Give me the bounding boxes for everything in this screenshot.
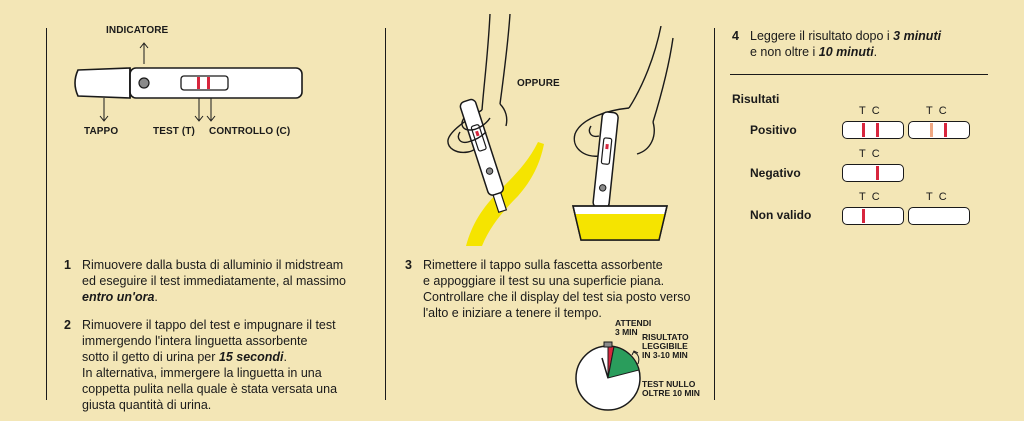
step-2: [64, 317, 338, 413]
midstream-test-illustration: [60, 40, 320, 140]
tc-label-invalid-1: TC: [859, 191, 886, 203]
label-control: CONTROLLO (C): [209, 126, 291, 137]
step-1-emphasis: entro un'ora: [82, 290, 155, 304]
label-cap: TAPPO: [84, 126, 119, 137]
result-label-negative: Negativo: [750, 166, 801, 180]
tc-label-positive-2: TC: [926, 105, 953, 117]
step-4-line-2-end: .: [873, 45, 878, 59]
tc-label-negative: TC: [859, 148, 886, 160]
result-label-positive: Positivo: [750, 123, 797, 137]
timer-readable-line-3: IN 3-10 MIN: [642, 350, 688, 360]
step-1-number: 1: [64, 258, 71, 272]
result-strip-positive-strong: [842, 121, 904, 139]
results-title: Risultati: [732, 92, 780, 106]
divider-horizontal: [730, 74, 988, 75]
control-line: [944, 123, 947, 137]
step-1: [64, 257, 347, 305]
timer-null-label: [642, 380, 700, 398]
indicator-dot-icon: [139, 78, 149, 88]
result-strip-invalid-2: [908, 207, 970, 225]
step-4-line-1-start: Leggere il risultato dopo i: [750, 29, 894, 43]
step-1-line-1: Rimuovere dalla busta di alluminio il midstream: [82, 258, 344, 272]
tc-label-positive-1: TC: [859, 105, 886, 117]
step-3-line-1: Rimettere il tappo sulla fascetta assorbente: [423, 258, 663, 272]
label-test: TEST (T): [153, 126, 195, 137]
step-2-line-5: coppetta pulita nella quale è stata versata una: [82, 382, 338, 396]
control-line: [876, 123, 879, 137]
label-indicator: INDICATORE: [106, 25, 169, 36]
result-strip-negative: [842, 164, 904, 182]
step-3-number: 3: [405, 258, 412, 272]
result-strip-positive-faint: [908, 121, 970, 139]
step-4-line-2-start: e non oltre i: [750, 45, 819, 59]
timer-null-line-1: TEST NULLO: [642, 379, 696, 389]
step-4-emphasis-10min: 10 minuti: [818, 45, 874, 59]
step-4-emphasis-3min: 3 minuti: [893, 29, 942, 43]
divider-right: [714, 28, 715, 400]
urine-stream-illustration: [420, 14, 560, 250]
step-1-line-2: ed eseguire il test immediatamente, al massimo: [82, 274, 347, 288]
test-line-faint: [930, 123, 933, 137]
timer-readable-line-1: RISULTATO: [642, 332, 689, 342]
step-2-line-1: Rimuovere il tappo del test e impugnare il test: [82, 318, 336, 332]
step-4-number: 4: [732, 29, 739, 43]
timer-wait-line-1: ATTENDI: [615, 318, 652, 328]
step-2-number: 2: [64, 318, 71, 332]
timer-null-line-2: OLTRE 10 MIN: [642, 388, 700, 398]
tc-label-invalid-2: TC: [926, 191, 953, 203]
step-2-emphasis: 15 secondi: [218, 350, 284, 364]
step-2-line-4: In alternativa, immergere la linguetta in una: [82, 366, 322, 380]
control-line: [876, 166, 879, 180]
step-1-line-3-end: .: [154, 290, 158, 304]
label-or: OPPURE: [517, 78, 560, 89]
cup-illustration: [565, 26, 675, 242]
step-2-line-6: giusta quantità di urina.: [82, 398, 212, 412]
step-3: [405, 257, 691, 321]
timer-readable-label: [642, 333, 689, 360]
result-label-invalid: Non valido: [750, 208, 812, 222]
step-2-line-3-end: .: [283, 350, 287, 364]
step-2-line-3-start: sotto il getto di urina per: [82, 350, 219, 364]
step-3-line-3: Controllare che il display del test sia posto verso: [423, 290, 691, 304]
step-2-line-2: immergendo l'intera linguetta assorbente: [82, 334, 308, 348]
timer-wait-line-2: 3 MIN: [615, 327, 638, 337]
timer-readable-line-2: LEGGIBILE: [642, 341, 688, 351]
test-line: [862, 209, 865, 223]
timer-dial-illustration: [572, 338, 652, 418]
step-3-line-2: e appoggiare il test su una superficie piana.: [423, 274, 665, 288]
result-strip-invalid-1: [842, 207, 904, 225]
test-line: [862, 123, 865, 137]
step-3-line-4: l'alto e iniziare a tenere il tempo.: [423, 306, 602, 320]
step-4: [732, 28, 942, 60]
divider-left: [46, 28, 47, 400]
divider-middle: [385, 28, 386, 400]
